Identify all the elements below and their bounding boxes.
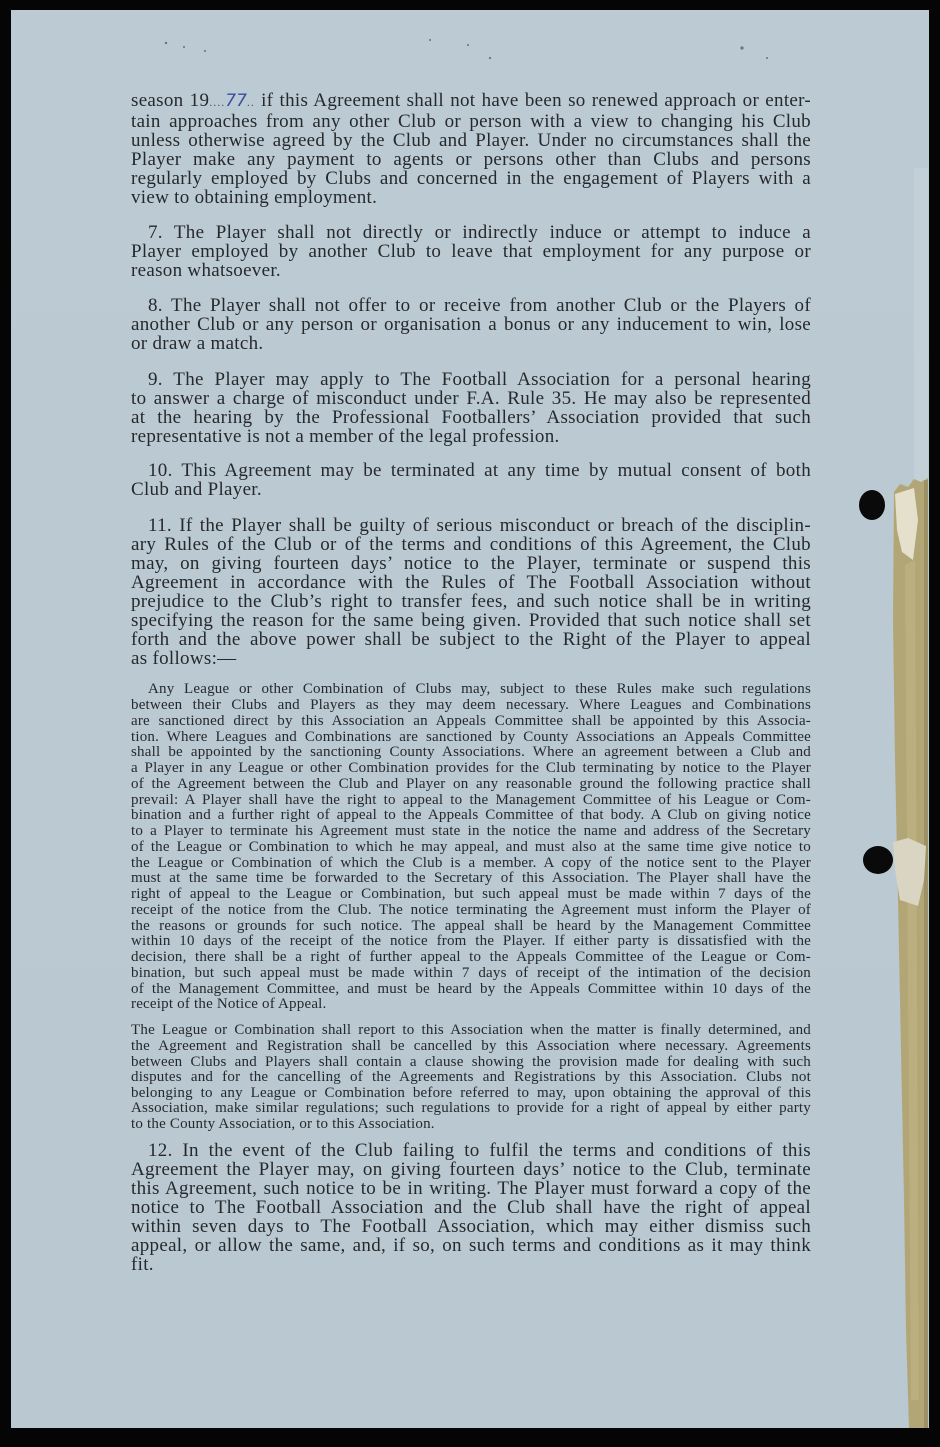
text-line: regularly employed by Clubs and concerned in the engagement of Players with a xyxy=(131,167,811,189)
text-line: Player employed by another Club to leave that employment for any purpose or xyxy=(131,240,811,262)
text-line: fit. xyxy=(131,1253,154,1275)
punch-hole xyxy=(863,846,893,874)
clause-12 xyxy=(131,1141,811,1274)
text-fragment: if this Agreement shall not have been so renewed approach or enter- xyxy=(254,89,812,111)
text-line: bination, but such appeal must be made within 7 days of receipt of the intimation of the decision xyxy=(131,964,811,981)
text-line: to the County Association, or to this Association. xyxy=(131,1115,435,1132)
faded-margin-strip xyxy=(914,168,928,488)
text-line: 10. This Agreement may be terminated at any time by mutual consent of both xyxy=(148,459,811,481)
text-line: notice to The Football Association and the Club shall have the right of appeal xyxy=(131,1196,811,1218)
text-line: Agreement the Player may, on giving fourteen days’ notice to the Club, terminate xyxy=(131,1158,811,1180)
text-line: specifying the reason for the same being given. Provided that such notice shall set xyxy=(131,609,811,631)
text-line: 7. The Player shall not directly or indirectly induce or attempt to induce a xyxy=(148,221,811,243)
clause-8 xyxy=(131,296,811,353)
text-line: to a Player to terminate his Agreement must state in the notice the name and address of the Secretary xyxy=(131,823,811,840)
text-line: to answer a charge of misconduct under F.A. Rule 35. He may also be represented xyxy=(131,387,811,409)
clause-10 xyxy=(131,461,811,499)
text-line: may, on giving fourteen days’ notice to the Player, terminate or suspend this xyxy=(131,552,811,574)
text-line: appeal, or allow the same, and, if so, on such terms and conditions as it may think xyxy=(131,1234,811,1256)
paper-specks xyxy=(165,39,768,59)
clause-9 xyxy=(131,370,811,446)
text-line: receipt of the notice from the Club. The notice terminating the Agreement must inform the Player of xyxy=(131,901,811,918)
text-line: 9. The Player may apply to The Football Association for a personal hearing xyxy=(148,368,811,390)
text-line: the reasons or grounds for such notice. The appeal shall be heard by the Management Committee xyxy=(131,917,811,934)
text-line: representative is not a member of the legal profession. xyxy=(131,425,560,447)
clause-7 xyxy=(131,223,811,280)
text-line: view to obtaining employment. xyxy=(131,186,378,208)
text-line: a Player in any League or other Combination provides for the Club terminating by notice to the Player xyxy=(131,760,811,777)
text-line: tion. Where Leagues and Combinations are sanctioned by County Associations an Appeals Committee xyxy=(131,728,811,745)
text-line: another Club or any person or organisation a bonus or any inducement to win, lose xyxy=(131,313,811,335)
clause-6-continuation xyxy=(131,91,811,207)
text-line: prejudice to the Club’s right to transfer fees, and such notice shall be in writing xyxy=(131,590,811,612)
text-line: Association, make similar regulations; such regulations to provide for a right of appeal by either party xyxy=(131,1100,811,1117)
clause-11 xyxy=(131,516,811,668)
text-line: shall be appointed by the sanctioning County Associations. Where an agreement between a Club and xyxy=(131,744,811,761)
text-line: within seven days to The Football Association, which may either dismiss such xyxy=(131,1215,811,1237)
text-line: the League or Combination of which the Club is a member. A copy of the notice sent to the Player xyxy=(131,854,811,871)
text-line: Any League or other Combination of Clubs may, subject to these Rules make such regulations xyxy=(148,681,811,698)
text-line: decision, there shall be a right of further appeal to the Appeals Committee of the League or Com- xyxy=(131,949,811,966)
dotted-leader: .. xyxy=(246,94,255,109)
text-line: prevail: A Player shall have the right to appeal to the Management Committee of his League or Com- xyxy=(131,791,811,808)
text-line xyxy=(131,91,811,112)
text-line: disputes and for the cancelling of the Agreements and Registrations by this Association. Clubs not xyxy=(131,1069,811,1086)
text-line: at the hearing by the Professional Footballers’ Association provided that such xyxy=(131,406,811,428)
fa-rule-appeals-text xyxy=(131,682,811,1013)
text-line: Club and Player. xyxy=(131,478,262,500)
text-line: unless otherwise agreed by the Club and Player. Under no circumstances shall the xyxy=(131,129,811,151)
text-line: 8. The Player shall not offer to or receive from another Club or the Players of xyxy=(148,294,811,316)
text-line: within 10 days of the receipt of the notice from the Player. If either party is dissatisfied with the xyxy=(131,933,811,950)
text-line: the Agreement and Registration shall be cancelled by this Association where necessary. Agreements xyxy=(131,1037,811,1054)
handwritten-year: 77 xyxy=(225,90,247,111)
text-line: The League or Combination shall report to this Association when the matter is finally determined, and xyxy=(131,1022,811,1039)
text-line: of the League or Combination to which he may appeal, and must also at the same time give notice to xyxy=(131,838,811,855)
text-line: Player make any payment to agents or persons other than Clubs and persons xyxy=(131,148,811,170)
text-line: or draw a match. xyxy=(131,332,264,354)
punch-hole xyxy=(859,490,885,520)
text-line: are sanctioned direct by this Association an Appeals Committee shall be appointed by this Associa- xyxy=(131,712,811,729)
text-line: between their Clubs and Players as they may deem necessary. Where Leagues and Combinations xyxy=(131,697,811,714)
text-line: as follows:— xyxy=(131,647,237,669)
text-line: belonging to any League or Combination before referred to may, upon obtaining the approval of this xyxy=(131,1084,811,1101)
dotted-leader: .... xyxy=(209,94,226,109)
text-line: of the Agreement between the Club and Player on any reasonable ground the following practice shall xyxy=(131,775,811,792)
text-line: must at the same time be forwarded to the Secretary of this Association. The Player shall have the xyxy=(131,870,811,887)
text-line: between Clubs and Players shall contain a clause showing the provision made for dealing with such xyxy=(131,1053,811,1070)
text-line: 11. If the Player shall be guilty of serious misconduct or breach of the disciplin- xyxy=(148,514,811,536)
text-line: ary Rules of the Club or of the terms and conditions of this Agreement, the Club xyxy=(131,533,811,555)
text-fragment: season 19 xyxy=(131,89,210,111)
text-line: tain approaches from any other Club or person with a view to changing his Club xyxy=(131,110,811,132)
text-line: 12. In the event of the Club failing to fulfil the terms and conditions of this xyxy=(148,1139,811,1161)
text-line: this Agreement, such notice to be in writing. The Player must forward a copy of the xyxy=(131,1177,811,1199)
text-line: Agreement in accordance with the Rules of The Football Association without xyxy=(131,571,811,593)
text-line: bination and a further right of appeal to the Appeals Committee of that body. A Club on giving notice xyxy=(131,807,811,824)
fa-rule-reporting-text xyxy=(131,1023,811,1132)
text-line: receipt of the Notice of Appeal. xyxy=(131,996,327,1013)
tape-edge-shadow xyxy=(924,480,928,1428)
text-line: right of appeal to the League or Combination, but such appeal must be made within 7 days of the xyxy=(131,886,811,903)
text-line: of the Management Committee, and must be heard by the Appeals Committee within 10 days of the xyxy=(131,980,811,997)
text-line: forth and the above power shall be subject to the Right of the Player to appeal xyxy=(131,628,811,650)
text-line: reason whatsoever. xyxy=(131,259,281,281)
